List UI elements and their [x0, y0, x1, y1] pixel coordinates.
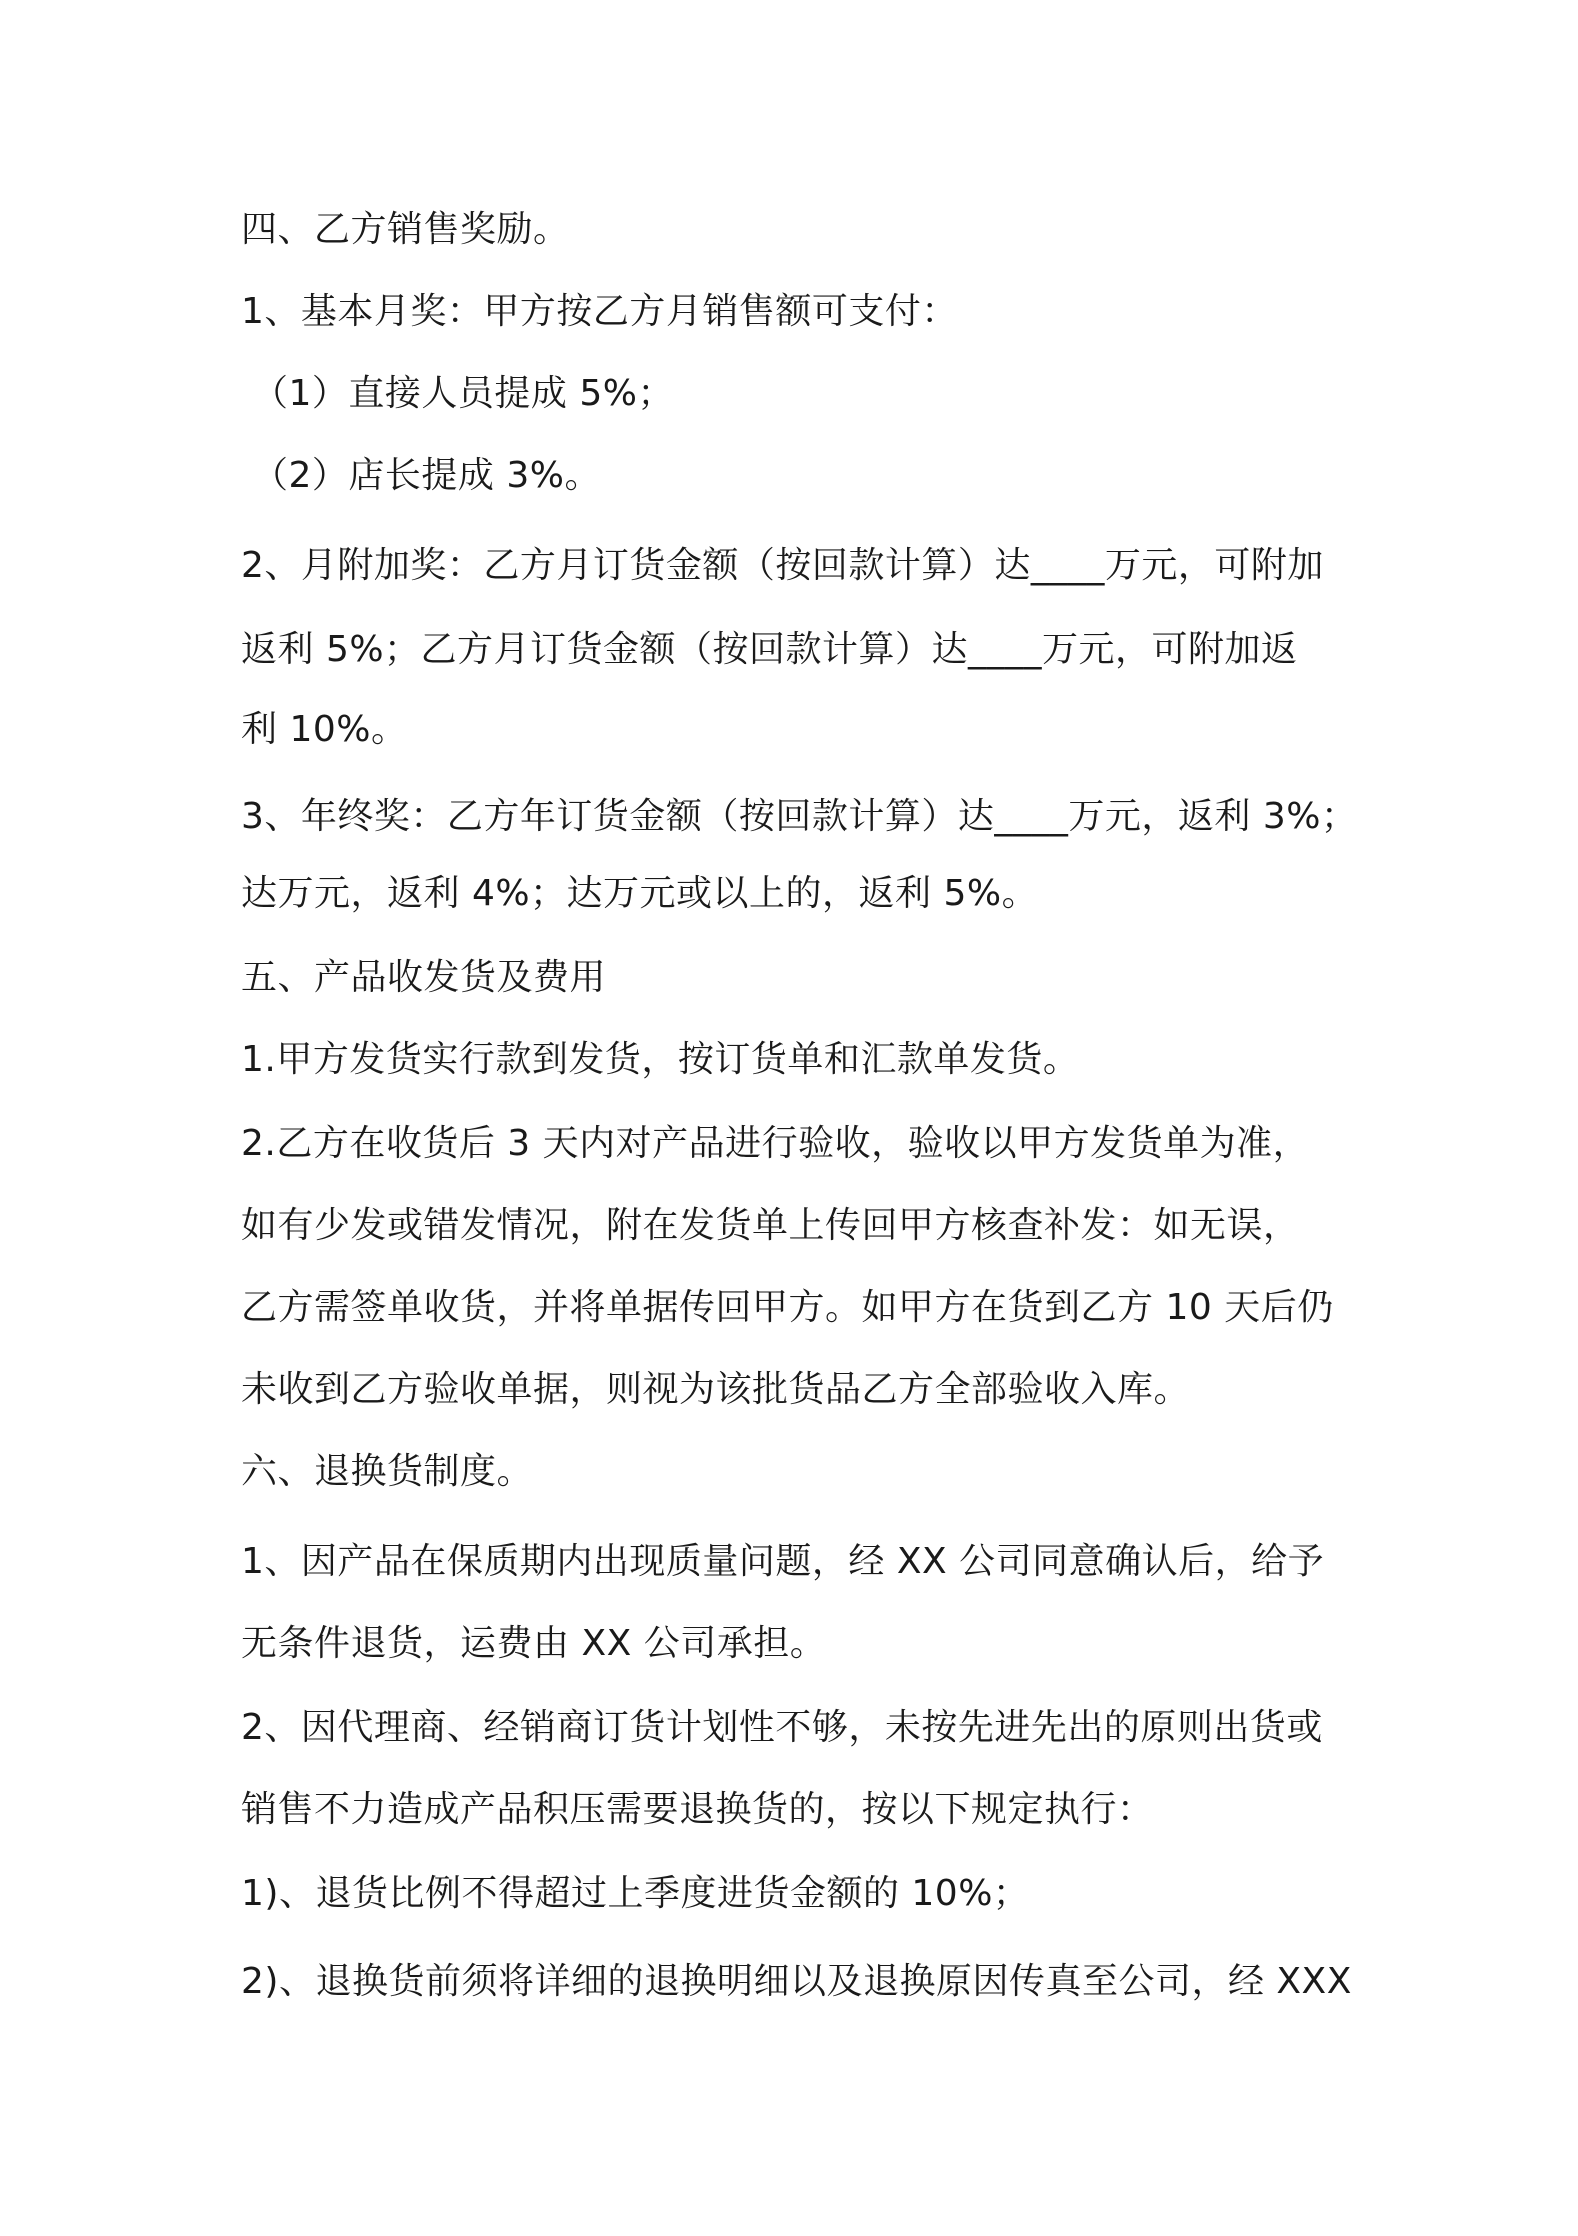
- paragraph-line: 1、基本月奖：甲方按乙方月销售额可支付：: [241, 291, 958, 332]
- paragraph-line: 1、因产品在保质期内出现质量问题，经 XX 公司同意确认后，给予: [241, 1541, 1325, 1582]
- paragraph-line: 返利 5%；乙方月订货金额（按回款计算）达____万元，可附加返: [241, 629, 1298, 670]
- paragraph-line: 无条件退货，运费由 XX 公司承担。: [241, 1623, 827, 1664]
- paragraph-line: 利 10%。: [241, 709, 408, 750]
- list-item: 1)、退货比例不得超过上季度进货金额的 10%；: [241, 1873, 1030, 1914]
- paragraph-line: 销售不力造成产品积压需要退换货的，按以下规定执行：: [241, 1789, 1154, 1830]
- paragraph-line: 1.甲方发货实行款到发货，按订货单和汇款单发货。: [241, 1039, 1080, 1080]
- paragraph-line: 乙方需签单收货，并将单据传回甲方。如甲方在货到乙方 10 天后仍: [241, 1287, 1334, 1328]
- section-heading: 六、退换货制度。: [241, 1451, 534, 1492]
- paragraph-line: 达万元，返利 4%；达万元或以上的，返利 5%。: [241, 873, 1039, 914]
- paragraph-line: 未收到乙方验收单据，则视为该批货品乙方全部验收入库。: [241, 1369, 1191, 1410]
- list-item: 2)、退换货前须将详细的退换明细以及退换原因传真至公司，经 XXX: [241, 1961, 1352, 2002]
- paragraph-line: 2、月附加奖：乙方月订货金额（按回款计算）达____万元，可附加: [241, 545, 1324, 586]
- list-item: （1）直接人员提成 5%；: [252, 373, 674, 414]
- paragraph-line: 如有少发或错发情况，附在发货单上传回甲方核查补发：如无误，: [241, 1205, 1300, 1246]
- paragraph-line: 3、年终奖：乙方年订货金额（按回款计算）达____万元，返利 3%；: [241, 796, 1358, 837]
- paragraph-line: 2、因代理商、经销商订货计划性不够，未按先进先出的原则出货或: [241, 1707, 1323, 1748]
- section-heading: 五、产品收发货及费用: [241, 957, 607, 998]
- paragraph-line: 2.乙方在收货后 3 天内对产品进行验收，验收以甲方发货单为准，: [241, 1123, 1310, 1164]
- section-heading: 四、乙方销售奖励。: [241, 209, 570, 250]
- list-item: （2）店长提成 3%。: [252, 455, 601, 496]
